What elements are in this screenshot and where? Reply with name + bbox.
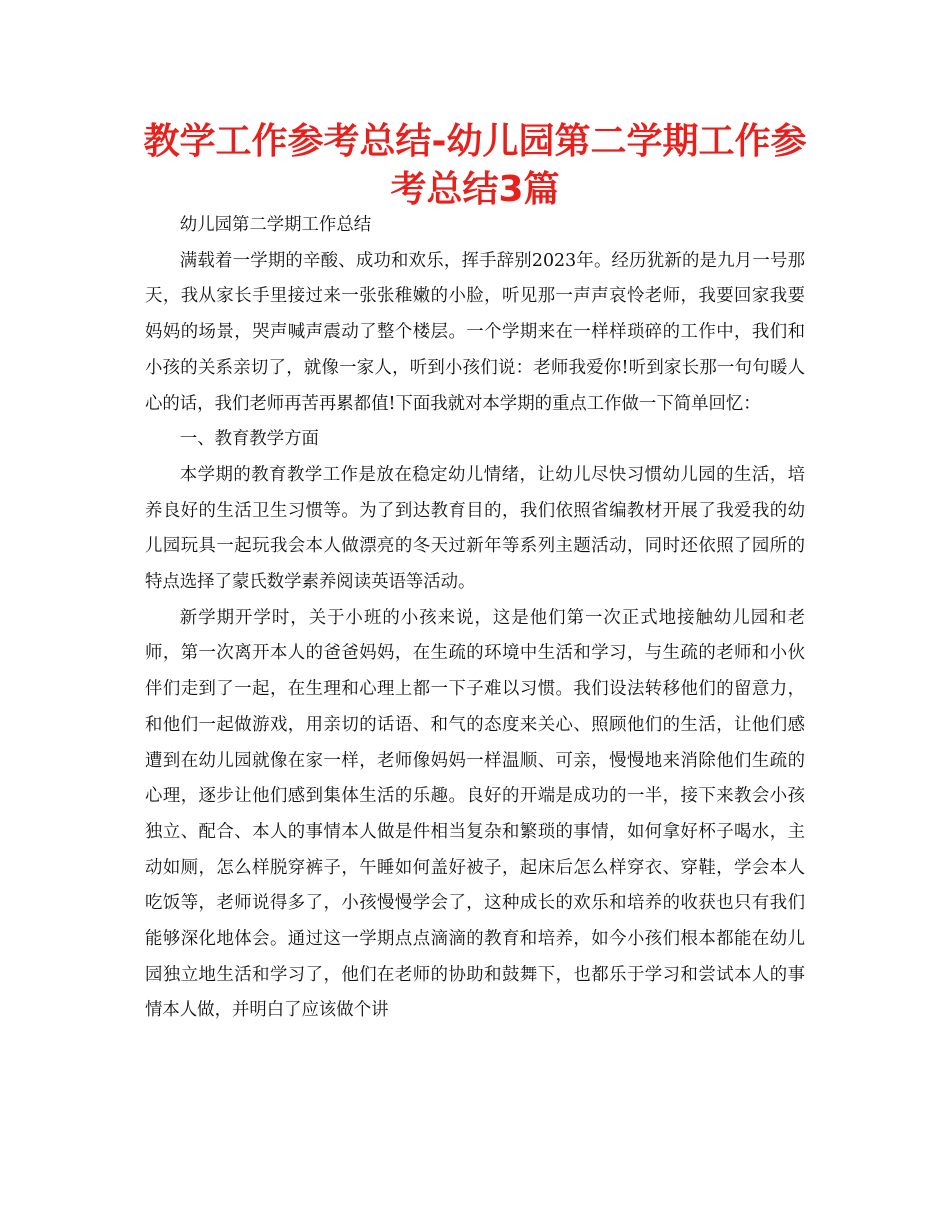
paragraph: 新学期开学时，关于小班的小孩来说，这是他们第一次正式地接触幼儿园和老师，第一次离开本人的爸爸妈妈，在生疏的环境中生活和学习，与生疏的老师和小伙伴们走到了一起，在生理和心理上都一下子难以习惯。我们设法转移他们的留意力，和他们一起做游戏，用亲切的话语、和气的态度来关心、照顾他们的生活，让他们感遭到在幼儿园就像在家一样，老师像妈妈一样温顺、可亲，慢慢地来消除他们生疏的心理，逐步让他们感到集体生活的乐趣。良好的开端是成功的一半，接下来教会小孩独立、配合、本人的事情本人做是件相当复杂和繁琐的事情，如何拿好杯子喝水，主动如厕，怎么样脱穿裤子，午睡如何盖好被子，起床后怎么样穿衣、穿鞋，学会本人吃饭等，老师说得多了，小孩慢慢学会了，这种成长的欢乐和培养的收获也只有我们能够深化地体会。通过这一学期点点滴滴的教育和培养，如今小孩们根本都能在幼儿园独立地生活和学习了，他们在老师的协助和鼓舞下，也都乐于学习和尝试本人的事情本人做，并明白了应该做个讲 <box>145 607 805 1021</box>
section-heading: 一、教育教学方面 <box>179 429 319 450</box>
document-title: 教学工作参考总结-幼儿园第二学期工作参考总结3篇 <box>143 121 807 210</box>
paragraph: 满载着一学期的辛酸、成功和欢乐，挥手辞别2023年。经历犹新的是九月一号那天，我从家长手里接过来一张张稚嫩的小脸，听见那一声声哀怜老师，我要回家我要妈妈的场景，哭声喊声震动了整个楼层。一个学期来在一样样琐碎的工作中，我们和小孩的关系亲切了，就像一家人，听到小孩们说：老师我爱你!听到家长那一句句暖人心的话，我们老师再苦再累都值!下面我就对本学期的重点工作做一下简单回忆： <box>145 250 805 414</box>
document-body <box>145 208 805 1029</box>
paragraph: 本学期的教育教学工作是放在稳定幼儿情绪，让幼儿尽快习惯幼儿园的生活，培养良好的生活卫生习惯等。为了到达教育目的，我们依照省编教材开展了我爱我的幼儿园玩具一起玩我会本人做漂亮的冬天过新年等系列主题活动，同时还依照了园所的特点选择了蒙氏数学素养阅读英语等活动。 <box>145 464 805 593</box>
section-heading: 幼儿园第二学期工作总结 <box>179 215 372 235</box>
